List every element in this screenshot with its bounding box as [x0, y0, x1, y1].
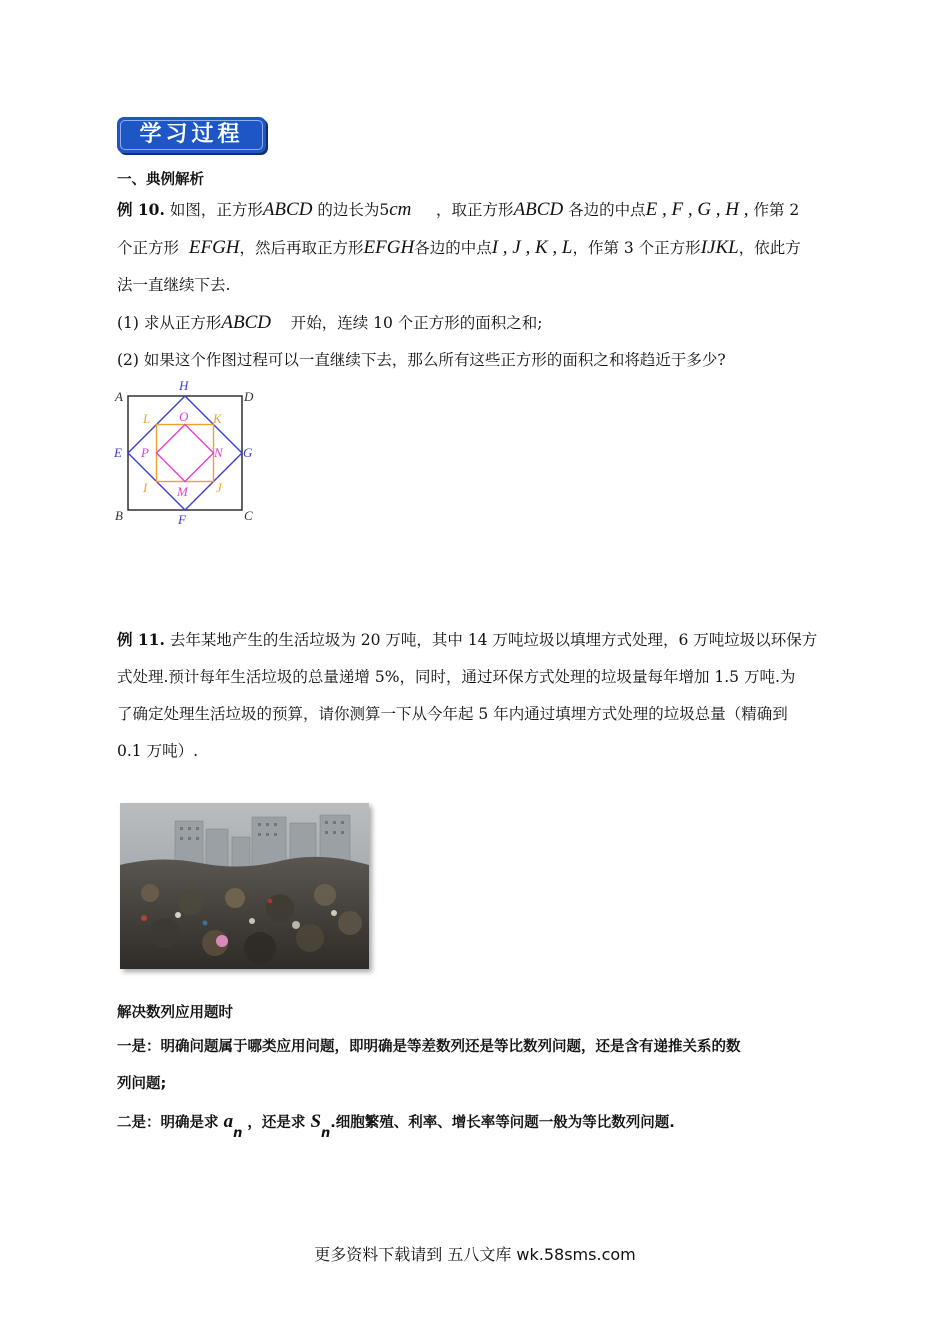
example-10-line-3: 法一直继续下去.	[117, 276, 231, 294]
math: EFGH	[363, 237, 415, 258]
example-10-question-2: (2) 如果这个作图过程可以一直继续下去，那么所有这些正方形的面积之和将趋近于多少?	[117, 351, 726, 369]
math: I , J , K , L	[491, 237, 573, 258]
text: ，作第 3 个正方形	[572, 239, 701, 257]
subscript-n: n	[233, 1126, 243, 1141]
label-l: L	[143, 411, 151, 426]
text: ，还是求	[247, 1115, 306, 1131]
subscript-n: n	[321, 1126, 331, 1141]
label-k: K	[213, 411, 222, 426]
label-o: O	[179, 409, 189, 424]
math-a: a	[223, 1111, 234, 1132]
text: 各边的中点	[568, 201, 646, 219]
label-p: P	[141, 445, 149, 460]
label-c: C	[244, 508, 253, 523]
example-10-line-2	[117, 229, 839, 267]
math: ABCD	[513, 199, 564, 220]
tip-2	[117, 1103, 675, 1142]
math: E , F , G , H ,	[645, 199, 749, 220]
math-s: S	[310, 1111, 322, 1132]
math: IJKL	[700, 237, 739, 258]
label-h: H	[179, 378, 189, 393]
example-11-line-1	[117, 621, 839, 659]
tip-1-line-2: 列问题;	[117, 1076, 167, 1092]
text: ，依此方	[738, 239, 801, 257]
square-mnop	[157, 425, 214, 482]
label-m: M	[177, 484, 188, 499]
badge-label: 学习过程	[139, 122, 244, 147]
example-10	[117, 191, 839, 379]
text: 二是：明确是求	[117, 1115, 219, 1131]
nested-squares-figure	[108, 378, 268, 528]
example-11	[117, 621, 839, 770]
tip-1	[117, 1029, 839, 1103]
math: ABCD	[221, 312, 271, 333]
text: .细胞繁殖、利率、增长率等问题一般为等比数列问题.	[330, 1115, 675, 1131]
text: 的边长为5	[317, 201, 390, 219]
example-10-line-1	[117, 191, 839, 229]
example-11-line-4: 0.1 万吨）.	[117, 742, 199, 760]
label-n: N	[214, 445, 223, 460]
label-b: B	[115, 508, 123, 523]
text: 去年某地产生的生活垃圾为 20 万吨，其中 14 万吨垃圾以填埋方式处理，6 万吨垃圾以环保方	[169, 631, 818, 649]
example-10-question-1	[117, 304, 839, 342]
text: 开始，连续 10 个正方形的面积之和;	[290, 314, 543, 332]
text: 个正方形	[117, 239, 180, 257]
example-11-line-3: 了确定处理生活垃圾的预算，请你测算一下从今年起 5 年内通过填埋方式处理的垃圾总量（精确到	[117, 705, 788, 723]
footer-link[interactable]: 更多资料下载请到 五八文库 wk.58sms.com	[314, 1245, 636, 1264]
tip-1-line-1: 一是：明确问题属于哪类应用问题，即明确是等差数列还是等比数列问题，还是含有递推关系的数	[117, 1039, 741, 1055]
label-d: D	[244, 389, 254, 404]
math: EFGH	[188, 237, 240, 258]
label-a: A	[115, 389, 123, 404]
square-ijkl	[157, 425, 214, 482]
math: ABCD	[262, 199, 313, 220]
example-11-line-2: 式处理.预计每年生活垃圾的总量递增 5%，同时，通过环保方式处理的垃圾量每年增加 1.5 万吨.为	[117, 668, 796, 686]
text: 作第 2	[753, 201, 800, 219]
text: ，然后再取正方形	[239, 239, 364, 257]
section-title: 一、典例解析	[117, 172, 204, 188]
label-f: F	[178, 512, 186, 527]
label-e: E	[114, 445, 122, 460]
label-i: I	[143, 480, 148, 495]
tips-heading: 解决数列应用题时	[117, 1005, 233, 1021]
label-j: J	[216, 480, 222, 495]
math: cm	[389, 199, 412, 220]
text: (1) 求从正方形	[117, 314, 222, 332]
landfill-photo	[120, 803, 369, 969]
text: 如图，正方形	[169, 201, 263, 219]
text: ，取正方形	[436, 201, 514, 219]
label-g: G	[243, 445, 253, 460]
section-badge	[117, 117, 266, 153]
example-10-label: 例 10.	[117, 200, 165, 219]
text: 各边的中点	[414, 239, 492, 257]
example-11-label: 例 11.	[117, 630, 165, 649]
